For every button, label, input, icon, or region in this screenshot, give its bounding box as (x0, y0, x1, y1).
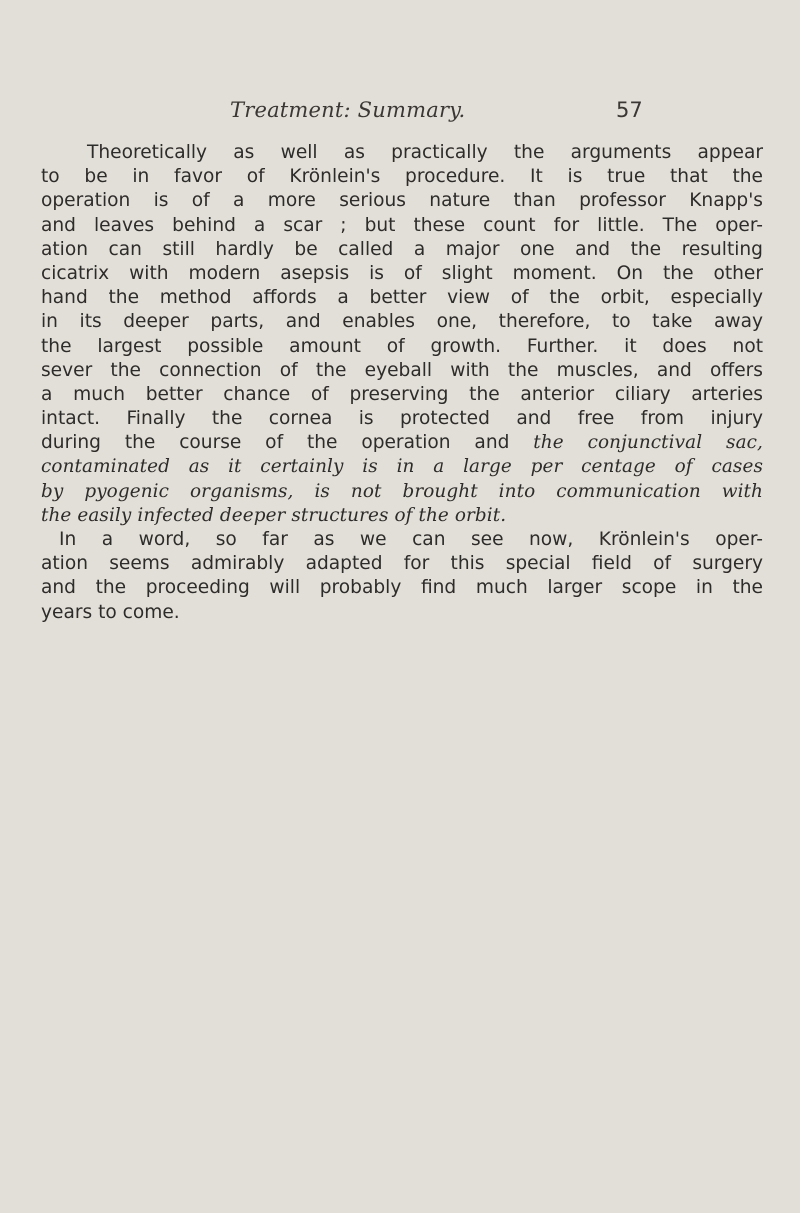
text-line: operation is of a more serious nature than professor Knapp's (41, 190, 763, 212)
text-line: sever the connection of the eyeball with the muscles, and offers (41, 359, 763, 381)
italic-text-segment: the conjunctival sac, (533, 432, 764, 454)
text-line: and leaves behind a scar ; but these count for little. The oper- (41, 214, 763, 236)
text-line-mixed (41, 431, 763, 455)
text-segment: during the course of the operation and (41, 432, 534, 454)
text-line: years to come. (41, 601, 180, 623)
text-line: the largest possible amount of growth. Further. it does not (41, 335, 763, 357)
text-line: a much better chance of preserving the anterior ciliary arteries (41, 383, 763, 405)
text-line: in its deeper parts, and enables one, therefore, to take away (41, 311, 763, 333)
running-head (0, 98, 800, 128)
italic-text-line: the easily infected deeper structures of the orbit. (41, 504, 507, 526)
text-line: and the proceeding will probably find much larger scope in the (41, 577, 763, 599)
chapter-title: Treatment: Summary. (230, 98, 466, 122)
text-line: ation can still hardly be called a major one and the resulting (41, 238, 763, 260)
page-number: 57 (616, 98, 643, 122)
text-line: cicatrix with modern asepsis is of slight moment. On the other (41, 262, 763, 284)
text-line: Theoretically as well as practically the arguments appear (87, 142, 763, 163)
text-line: to be in favor of Krönlein's procedure. It is true that the (41, 166, 763, 188)
text-line: hand the method affords a better view of the orbit, especially (41, 287, 763, 309)
text-line: intact. Finally the cornea is protected and free from injury (41, 408, 763, 430)
italic-text-line: by pyogenic organisms, is not brought into communication with (41, 480, 763, 502)
body-text (41, 141, 763, 625)
text-line: ation seems admirably adapted for this special field of surgery (41, 553, 763, 575)
text-line: In a word, so far as we can see now, Krönlein's oper- (59, 529, 763, 550)
italic-text-line: contaminated as it certainly is in a large per centage of cases (41, 456, 763, 478)
